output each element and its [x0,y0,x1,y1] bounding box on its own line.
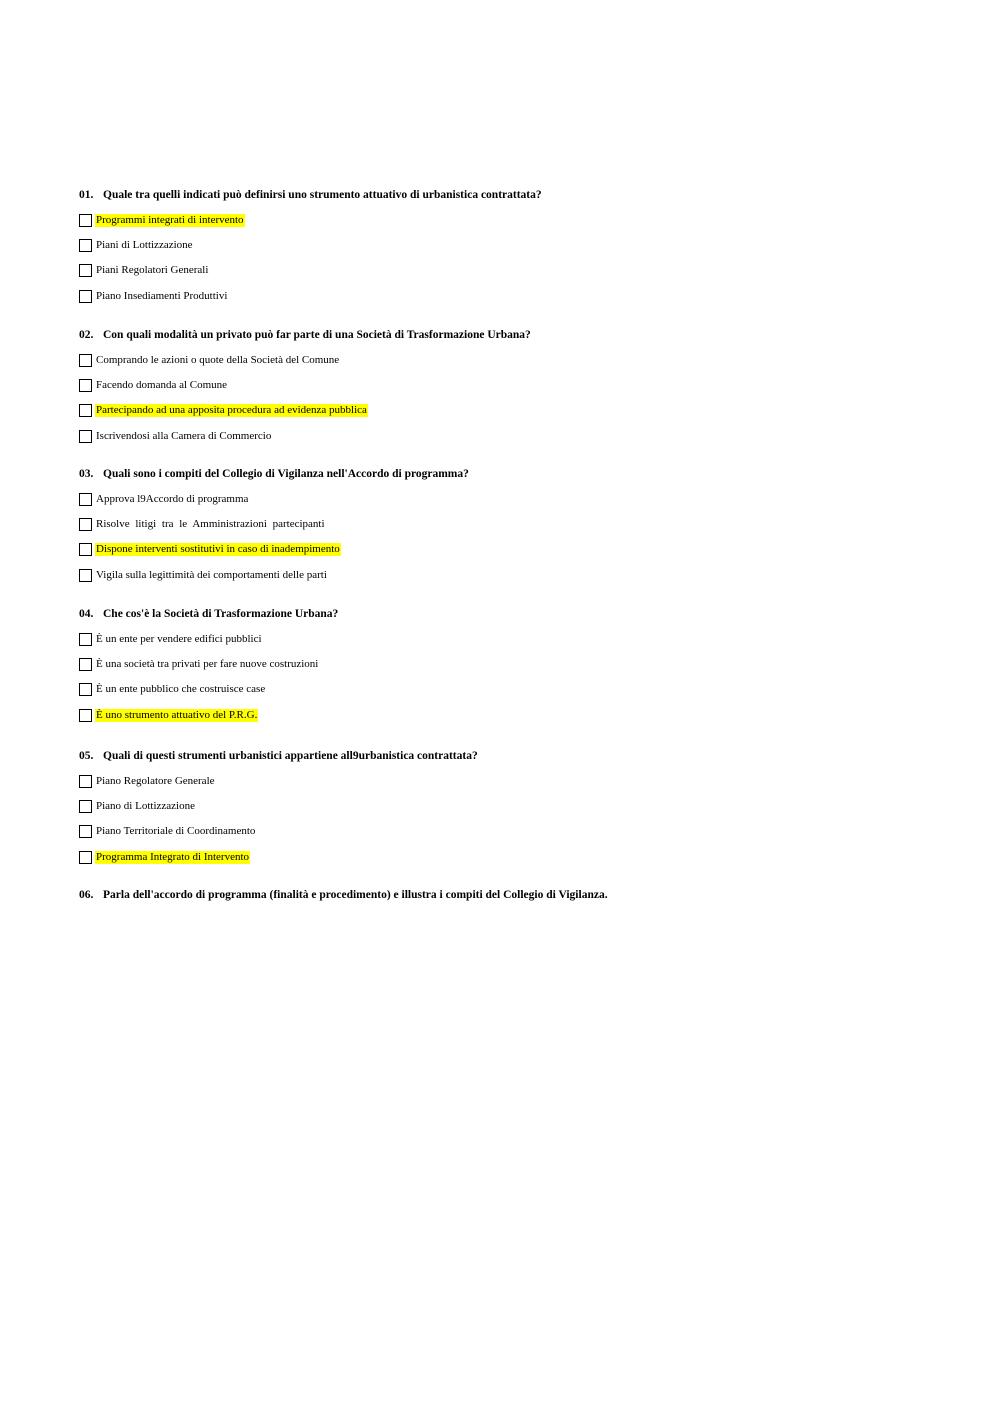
checkbox[interactable] [79,851,92,864]
option-label: Piani Regolatori Generali [96,264,209,277]
question-number: 04. [79,608,94,620]
option-label: Piano Territoriale di Coordinamento [96,825,256,838]
option-item[interactable] [79,354,959,379]
checkbox[interactable] [79,214,92,227]
question-04 [79,607,959,734]
checkbox[interactable] [79,543,92,556]
question-03 [79,467,959,594]
question-number: 01. [79,189,94,201]
options-list [79,354,959,455]
option-label: Approva l9Accordo di programma [96,493,249,505]
checkbox[interactable] [79,569,92,582]
question-title [79,188,959,202]
option-item[interactable] [79,633,959,658]
option-item[interactable] [79,569,959,594]
question-text: Con quali modalità un privato può far parte di una Società di Trasformazione Urbana? [103,329,531,341]
question-text: Parla dell'accordo di programma (finalità e procedimento) e illustra i compiti del Collegio di Vigilanza. [103,889,608,901]
option-label: È uno strumento attuativo del P.R.G. [96,708,258,721]
option-label: Piano di Lottizzazione [96,800,195,813]
question-text: Che cos'è la Società di Trasformazione Urbana? [103,608,339,620]
option-item[interactable] [79,825,959,850]
option-item[interactable] [79,493,959,518]
options-list [79,214,959,315]
question-title [79,749,959,763]
checkbox[interactable] [79,239,92,252]
checkbox[interactable] [79,658,92,671]
checkbox[interactable] [79,379,92,392]
checkbox[interactable] [79,354,92,367]
option-item[interactable] [79,800,959,825]
question-01 [79,188,959,315]
options-list [79,493,959,594]
question-text: Quali sono i compiti del Collegio di Vigilanza nell'Accordo di programma? [103,468,469,480]
checkbox[interactable] [79,709,92,722]
checkbox[interactable] [79,518,92,531]
option-item[interactable] [79,379,959,404]
question-06 [79,888,959,902]
checkbox[interactable] [79,775,92,788]
checkbox[interactable] [79,290,92,303]
option-item[interactable] [79,214,959,239]
option-item[interactable] [79,404,959,429]
checkbox[interactable] [79,800,92,813]
option-item[interactable] [79,543,959,568]
option-label: Piano Regolatore Generale [96,775,215,787]
question-number: 05. [79,750,94,762]
option-item[interactable] [79,239,959,264]
option-item[interactable] [79,430,959,455]
option-item[interactable] [79,264,959,289]
option-label: Comprando le azioni o quote della Società del Comune [96,354,340,366]
question-text: Quale tra quelli indicati può definirsi uno strumento attuativo di urbanistica contrattata? [103,189,542,201]
option-item[interactable] [79,709,959,734]
question-02 [79,328,959,455]
checkbox[interactable] [79,264,92,277]
question-number: 02. [79,329,94,341]
option-label: Piani di Lottizzazione [96,239,193,252]
options-list [79,633,959,734]
question-05 [79,749,959,876]
option-label: Programma Integrato di Intervento [96,850,250,863]
question-title [79,328,959,342]
checkbox[interactable] [79,430,92,443]
checkbox[interactable] [79,493,92,506]
option-label: Programmi integrati di intervento [96,214,244,226]
checkbox[interactable] [79,404,92,417]
option-item[interactable] [79,518,959,543]
option-item[interactable] [79,658,959,683]
question-number: 03. [79,468,94,480]
checkbox[interactable] [79,825,92,838]
option-item[interactable] [79,290,959,315]
option-item[interactable] [79,683,959,708]
option-label: È una società tra privati per fare nuove costruzioni [96,658,319,671]
option-label: Dispone interventi sostitutivi in caso di inadempimento [96,543,340,556]
question-number: 06. [79,889,94,901]
question-title [79,607,959,621]
option-label: È un ente per vendere edifici pubblici [96,633,262,645]
option-label: Vigila sulla legittimità dei comportamenti delle parti [96,568,327,581]
option-label: Iscrivendosi alla Camera di Commercio [96,429,272,442]
option-label: Facendo domanda al Comune [96,379,228,392]
option-label: Piano Insediamenti Produttivi [96,289,228,302]
option-label: Risolve litigi tra le Amministrazioni partecipanti [96,518,325,531]
option-item[interactable] [79,775,959,800]
checkbox[interactable] [79,633,92,646]
question-text: Quali di questi strumenti urbanistici appartiene all9urbanistica contrattata? [103,750,478,762]
option-label: È un ente pubblico che costruisce case [96,683,266,696]
options-list [79,775,959,876]
checkbox[interactable] [79,683,92,696]
question-title [79,888,959,902]
question-title [79,467,959,481]
option-label: Partecipando ad una apposita procedura ad evidenza pubblica [96,404,367,417]
option-item[interactable] [79,851,959,876]
